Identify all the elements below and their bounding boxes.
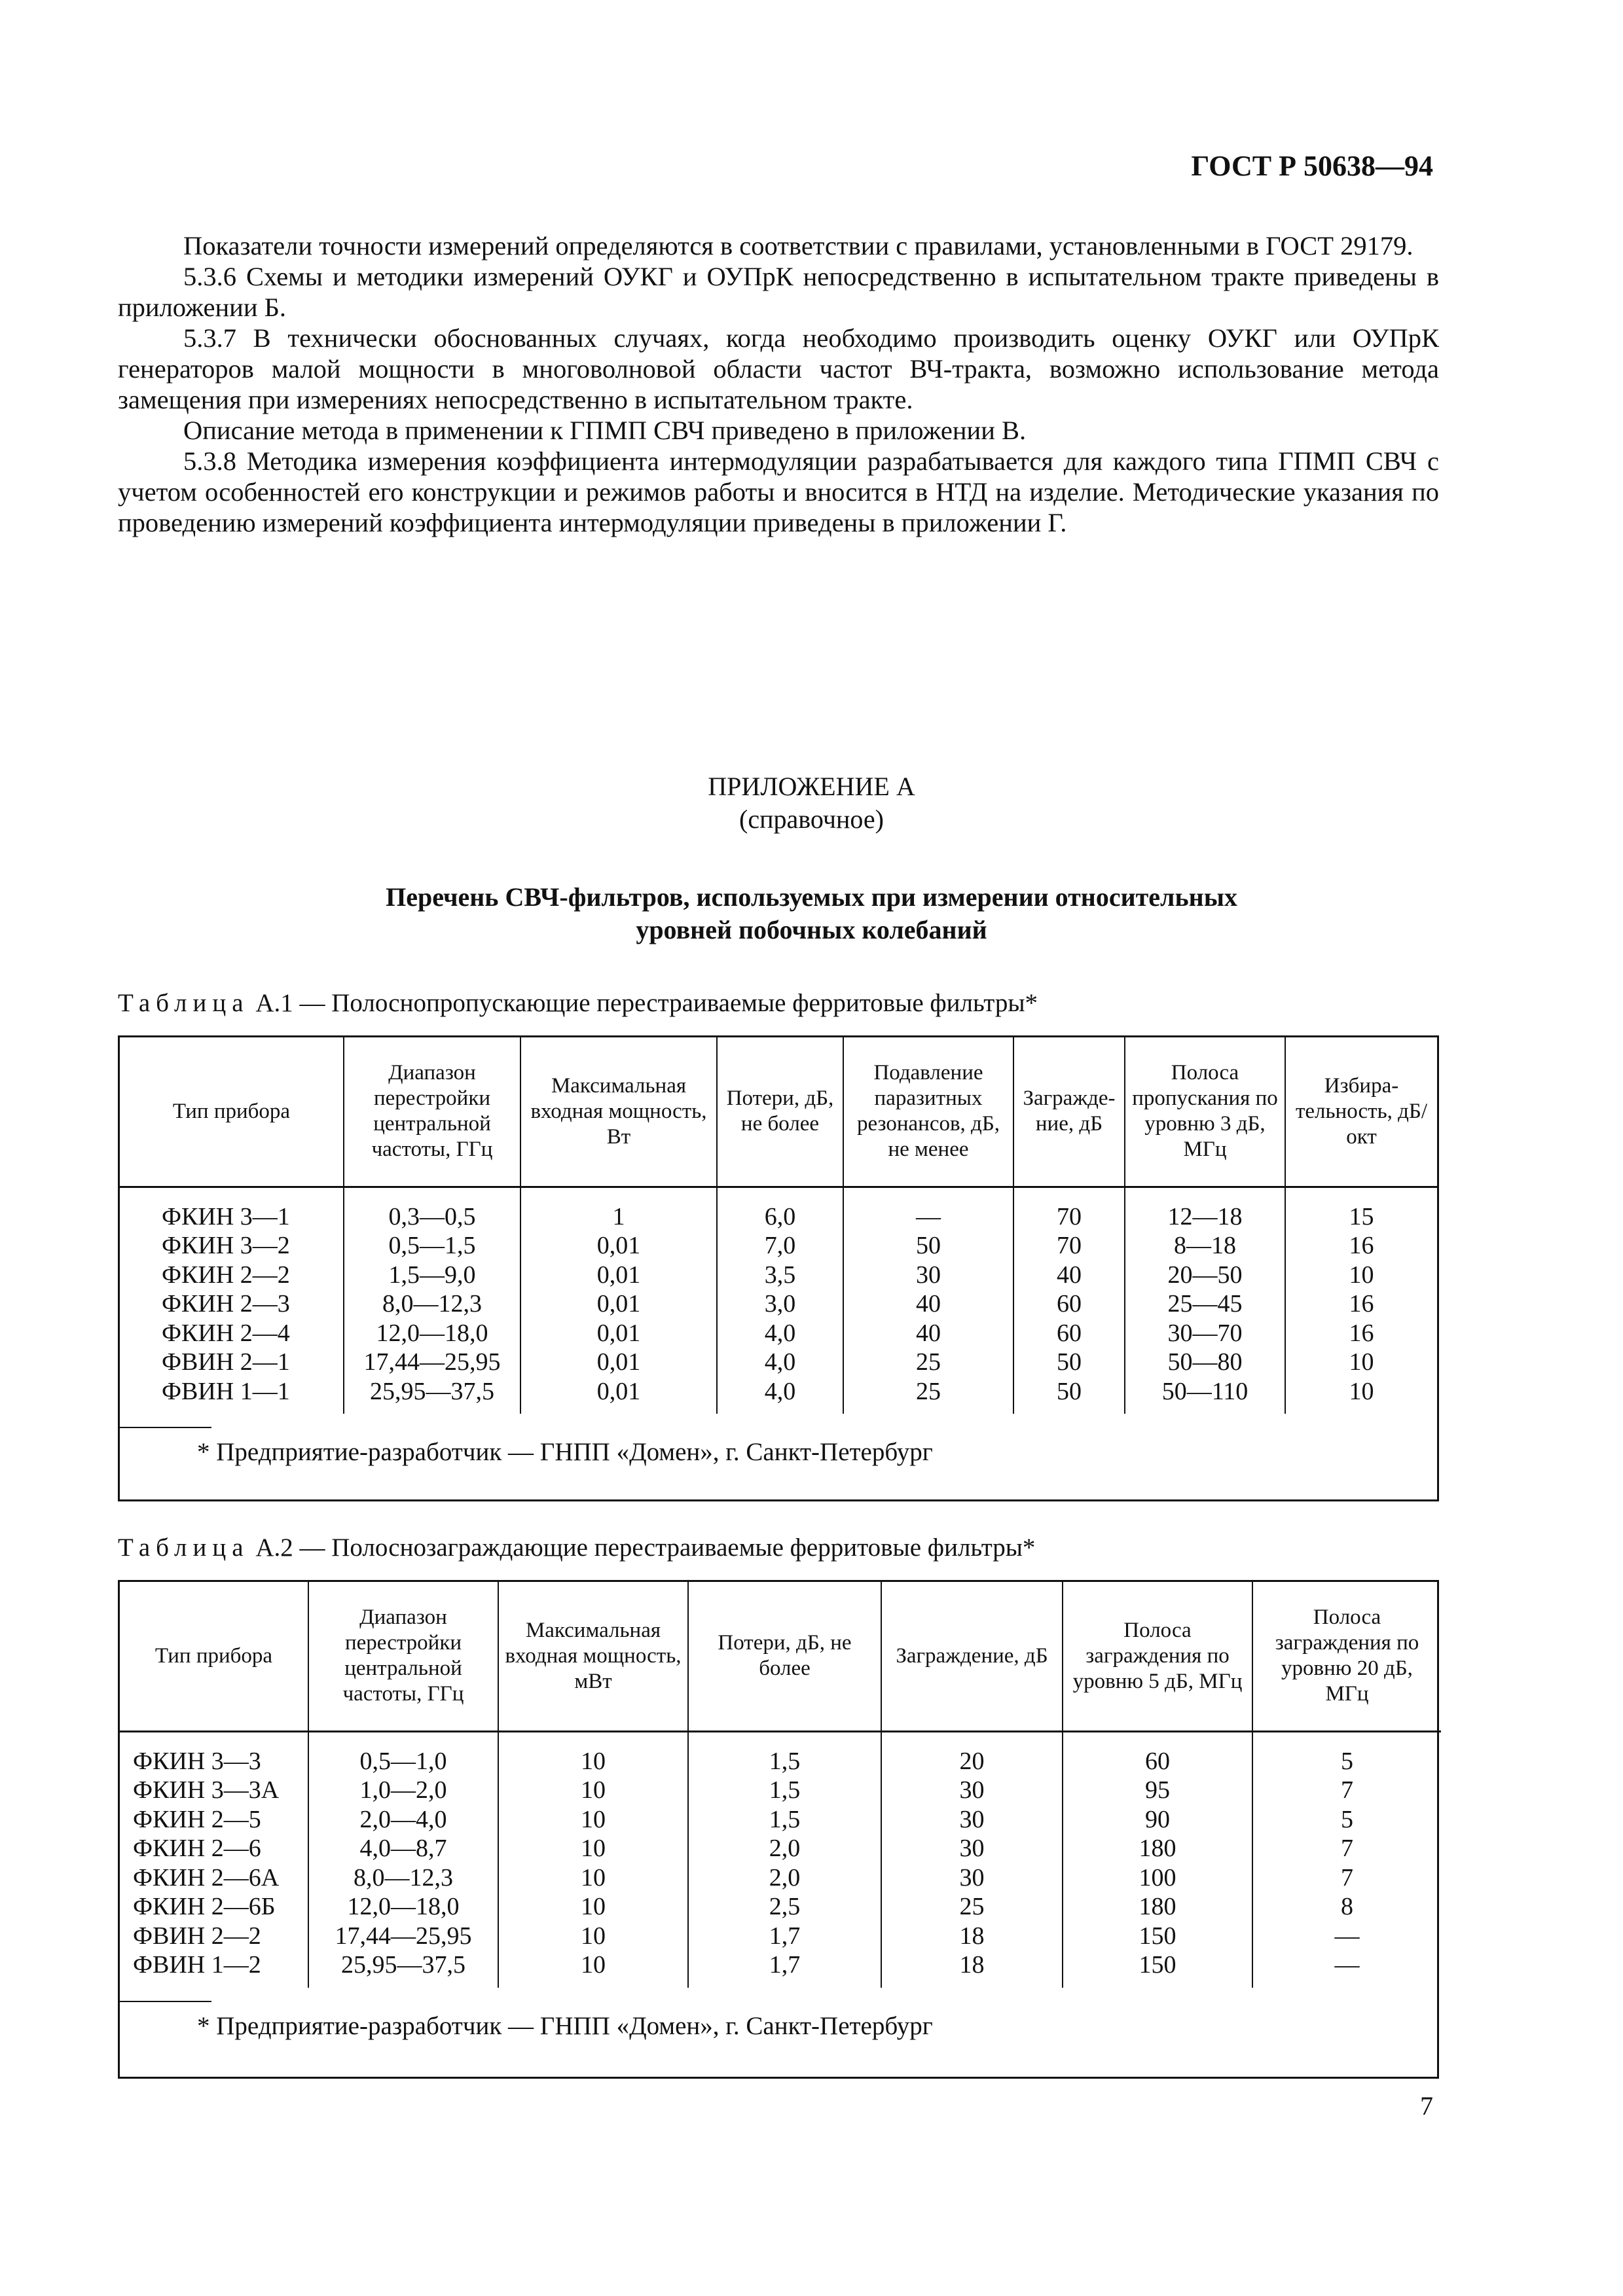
table-value: 16 (1349, 1290, 1374, 1318)
table-value: ФВИН 2—2 (133, 1922, 261, 1950)
table-column-cell (120, 1187, 344, 1414)
table2-header-cell: Потери, дБ, не более (688, 1582, 881, 1731)
table-value: 4,0 (764, 1348, 796, 1376)
table-value: 50 (916, 1232, 941, 1259)
table-value: 0,01 (596, 1232, 641, 1259)
table-value: 5 (1341, 1805, 1353, 1833)
table-value: 12,0—18,0 (376, 1319, 488, 1347)
table-value: 17,44—25,95 (363, 1348, 501, 1376)
table-value: 7,0 (764, 1232, 796, 1259)
table-value: 30 (959, 1863, 985, 1892)
table2-caption-text: А.2 — Полоснозаграждающие перестраиваемые ферритовые фильтры* (249, 1534, 1036, 1562)
table-value: 4,0—8,7 (359, 1835, 447, 1862)
paragraph: Показатели точности измерений определяются в соответствии с правилами, установленными в ГОСТ 29179. (183, 231, 1413, 260)
table1-footnote: * Предприятие-разработчик — ГНПП «Домен», г. Санкт-Петербург (197, 1438, 933, 1466)
table-value: 4,0 (764, 1377, 796, 1405)
table-value: 30—70 (1167, 1319, 1243, 1347)
table-value: 95 (1145, 1776, 1170, 1804)
table-value: 7 (1341, 1835, 1353, 1862)
table-value: 3,0 (764, 1290, 796, 1318)
table-value: 180 (1139, 1893, 1176, 1920)
table-value: 10 (581, 1835, 606, 1862)
table-value: 1,7 (769, 1922, 801, 1950)
table1-header-cell: Подавление паразитных резонансов, дБ, не менее (843, 1037, 1013, 1187)
table2-header-cell: Максимальная входная мощность, мВт (498, 1582, 688, 1731)
table-column-cell (1285, 1187, 1437, 1414)
table1-header-cell: Диапазон перестройки центральной частоты, ГГц (344, 1037, 520, 1187)
table-value: ФКИН 2—5 (133, 1805, 261, 1833)
table2-header-cell: Полоса заграждения по уровню 20 дБ, МГц (1252, 1582, 1441, 1731)
document-header: ГОСТ Р 50638—94 (1191, 150, 1433, 182)
table-value: 3,5 (764, 1261, 796, 1289)
table-value: 50 (1057, 1377, 1082, 1405)
table-value: 15 (1349, 1202, 1374, 1230)
table-value: 1,5 (769, 1805, 801, 1833)
table-value: 8,0—12,3 (382, 1290, 482, 1318)
paragraph: Описание метода в применении к ГПМП СВЧ приведено в приложении В. (183, 416, 1027, 445)
table-value: 0,5—1,0 (359, 1747, 447, 1775)
table-value: 180 (1139, 1835, 1176, 1862)
table1-caption (118, 988, 1038, 1018)
table-value: 7 (1341, 1776, 1353, 1804)
table-value: — (1334, 1922, 1360, 1950)
table1-header-cell: Тип прибора (120, 1037, 344, 1187)
table-column-cell (881, 1731, 1063, 1988)
table-value: 10 (581, 1951, 606, 1979)
table-column-cell (717, 1187, 843, 1414)
table-value: 0,3—0,5 (388, 1202, 476, 1230)
table-column-cell (1125, 1187, 1285, 1414)
table-value: 60 (1057, 1319, 1082, 1347)
table-value: 10 (581, 1747, 606, 1775)
table-value: 10 (1349, 1261, 1374, 1289)
table1 (118, 1035, 1439, 1501)
table-value: 10 (581, 1893, 606, 1920)
table-value: 25 (959, 1893, 985, 1920)
table-value: 8 (1341, 1893, 1353, 1920)
table-value: 12,0—18,0 (347, 1893, 460, 1920)
table-value: 0,01 (596, 1348, 641, 1376)
table-value: ФВИН 1—2 (133, 1951, 261, 1979)
table-value: ФКИН 2—4 (162, 1319, 290, 1347)
table-value: 2,0 (769, 1863, 801, 1892)
appendix-heading-line: уровней побочных колебаний (636, 915, 987, 944)
table-value: 1,5 (769, 1747, 801, 1775)
table-value: 70 (1057, 1232, 1082, 1259)
table-column-cell (120, 1731, 308, 1988)
table-column-cell (308, 1731, 498, 1988)
table-column-cell (843, 1187, 1013, 1414)
table-value: 150 (1139, 1951, 1176, 1979)
table2-body (120, 1731, 1441, 1988)
paragraph: 5.3.7 В технически обоснованных случаях, когда необходимо производить оценку ОУКГ или ОУПрК генераторов малой мощности в многоволновой области частот ВЧ-тракта, возможно использование метода замещения при измерениях непосредственно в испытательном тракте. (118, 323, 1439, 414)
table-value: 16 (1349, 1319, 1374, 1347)
table2-caption-label: Таблица (118, 1534, 249, 1562)
appendix-subtitle: (справочное) (739, 804, 884, 834)
table2-header-cell: Диапазон перестройки центральной частоты, ГГц (308, 1582, 498, 1731)
table-value: 25 (916, 1377, 941, 1405)
table-value: 40 (916, 1319, 941, 1347)
table-value: 10 (581, 1922, 606, 1950)
table-value: 10 (581, 1776, 606, 1804)
table-value: ФКИН 2—6 (133, 1835, 261, 1862)
table-value: ФВИН 2—1 (162, 1348, 290, 1376)
table-value: ФКИН 3—1 (162, 1202, 290, 1230)
table-value: 8,0—12,3 (354, 1863, 453, 1892)
table-value: 60 (1145, 1747, 1170, 1775)
table-value: 10 (1349, 1348, 1374, 1376)
table-value: 18 (959, 1951, 985, 1979)
table-value: ФКИН 2—6А (133, 1863, 280, 1892)
table-value: — (1334, 1951, 1360, 1979)
table1-caption-text: А.1 — Полоснопропускающие перестраиваемые ферритовые фильтры* (249, 989, 1038, 1017)
table-value: 25,95—37,5 (341, 1951, 465, 1979)
table-value: 30 (959, 1776, 985, 1804)
table-value: 2,0 (769, 1835, 801, 1862)
table-value: 30 (959, 1805, 985, 1833)
table-value: ФКИН 3—3А (133, 1776, 280, 1804)
table-value: 1,5 (769, 1776, 801, 1804)
table-value: 0,01 (596, 1261, 641, 1289)
table-value: 2,5 (769, 1893, 801, 1920)
table-value: 1,7 (769, 1951, 801, 1979)
table-value: 17,44—25,95 (335, 1922, 472, 1950)
table-value: ФКИН 2—2 (162, 1261, 290, 1289)
table-column-cell (520, 1187, 717, 1414)
table-value: 20—50 (1167, 1261, 1243, 1289)
table-value: 10 (581, 1805, 606, 1833)
page-number: 7 (1420, 2091, 1433, 2121)
table-value: — (916, 1202, 941, 1230)
table1-header-cell: Максимальная входная мощность, Вт (520, 1037, 717, 1187)
table2-caption (118, 1533, 1035, 1562)
table-value: 10 (1349, 1377, 1374, 1405)
table-value: 0,5—1,5 (388, 1232, 476, 1259)
table-column-cell (1063, 1731, 1252, 1988)
table-value: 1 (612, 1202, 625, 1230)
table-value: 1,0—2,0 (359, 1776, 447, 1804)
table-value: 30 (959, 1835, 985, 1862)
table-value: 8—18 (1174, 1232, 1236, 1259)
table2-header-cell: Полоса заграждения по уровню 5 дБ, МГц (1063, 1582, 1252, 1731)
table2-header-cell: Заграждение, дБ (881, 1582, 1063, 1731)
table-column-cell (1252, 1731, 1441, 1988)
table-value: 12—18 (1167, 1202, 1243, 1230)
table-value: 20 (959, 1747, 985, 1775)
table1-header-cell: Полоса пропускания по уровню 3 дБ, МГц (1125, 1037, 1285, 1187)
table-value: 50—110 (1161, 1377, 1249, 1405)
paragraph: 5.3.6 Схемы и методики измерений ОУКГ и ОУПрК непосредственно в испытательном тракте приведены в приложении Б. (118, 262, 1439, 322)
table-value: 0,01 (596, 1377, 641, 1405)
appendix-title: ПРИЛОЖЕНИЕ А (708, 772, 915, 801)
appendix-heading (0, 881, 1623, 946)
table-value: 0,01 (596, 1319, 641, 1347)
table-value: 50 (1057, 1348, 1082, 1376)
table-value: 40 (916, 1290, 941, 1318)
table-value: 30 (916, 1261, 941, 1289)
table2 (118, 1580, 1439, 2079)
table-value: 150 (1139, 1922, 1176, 1950)
table-value: 18 (959, 1922, 985, 1950)
table-value: 40 (1057, 1261, 1082, 1289)
table-value: 1,5—9,0 (388, 1261, 476, 1289)
table-column-cell (498, 1731, 688, 1988)
appendix-heading-line: Перечень СВЧ-фильтров, используемых при измерении относительных (386, 882, 1237, 912)
table-value: 100 (1139, 1863, 1176, 1892)
table-column-cell (688, 1731, 881, 1988)
table-value: 25,95—37,5 (370, 1377, 494, 1405)
table-value: 0,01 (596, 1290, 641, 1318)
table-column-cell (344, 1187, 520, 1414)
table1-header-cell: Избира-тельность, дБ/окт (1285, 1037, 1437, 1187)
table-row (120, 1187, 1437, 1414)
table-value: 10 (581, 1863, 606, 1892)
table2-footnote: * Предприятие-разработчик — ГНПП «Домен», г. Санкт-Петербург (197, 2011, 933, 2040)
table-value: 7 (1341, 1863, 1353, 1892)
table-value: 6,0 (764, 1202, 796, 1230)
table-value: 4,0 (764, 1319, 796, 1347)
table-value: ФКИН 2—3 (162, 1290, 290, 1318)
table-column-cell (1013, 1187, 1125, 1414)
table-value: 2,0—4,0 (359, 1805, 447, 1833)
table-value: 90 (1145, 1805, 1170, 1833)
table1-header-cell: Загражде-ние, дБ (1013, 1037, 1125, 1187)
table-value: ФКИН 3—2 (162, 1232, 290, 1259)
paragraph: 5.3.8 Методика измерения коэффициента интермодуляции разрабатывается для каждого типа ГПМП СВЧ с учетом особенностей его конструкции и режимов работы и вносится в НТД на изделие. Методические указания по проведению измерений коэффициента интермодуляции приведены в приложении Г. (118, 446, 1439, 537)
table1-caption-label: Таблица (118, 989, 249, 1017)
table2-header-cell: Тип прибора (120, 1582, 308, 1731)
table1-body (120, 1187, 1437, 1414)
table-value: 16 (1349, 1232, 1374, 1259)
table-value: 60 (1057, 1290, 1082, 1318)
table-value: ФКИН 3—3 (133, 1747, 261, 1775)
table-value: 5 (1341, 1747, 1353, 1775)
table1-header-cell: Потери, дБ, не более (717, 1037, 843, 1187)
table-value: 50—80 (1167, 1348, 1243, 1376)
intro-text (118, 230, 1439, 538)
table-value: 70 (1057, 1202, 1082, 1230)
table-value: ФВИН 1—1 (162, 1377, 290, 1405)
table-value: 25—45 (1167, 1290, 1243, 1318)
table-value: ФКИН 2—6Б (133, 1893, 276, 1920)
table-row (120, 1731, 1441, 1988)
table-value: 25 (916, 1348, 941, 1376)
